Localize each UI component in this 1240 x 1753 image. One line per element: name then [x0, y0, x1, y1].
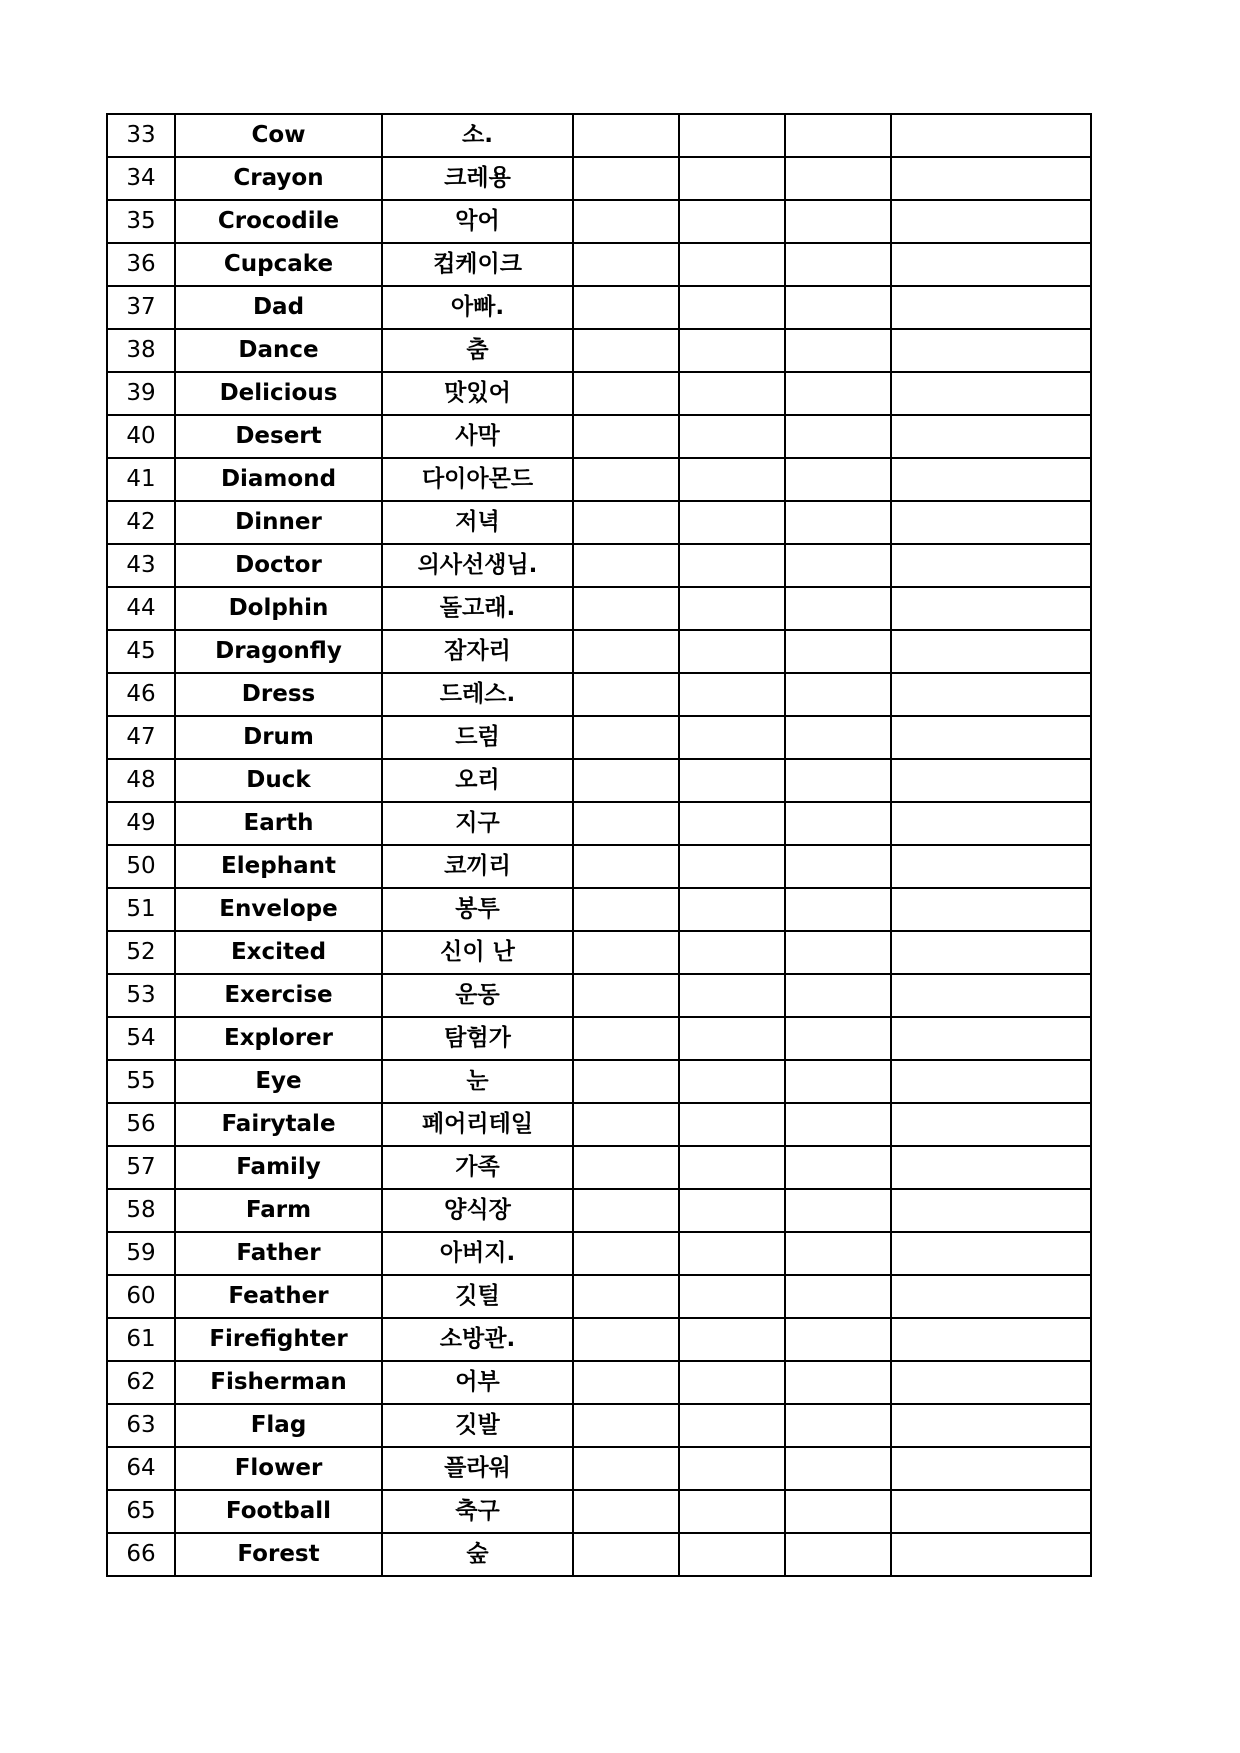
- row-number-cell: 51: [107, 888, 175, 931]
- korean-word-cell: 코끼리: [382, 845, 573, 888]
- blank-cell-2: [679, 1103, 785, 1146]
- english-word-cell: Cupcake: [175, 243, 382, 286]
- korean-word-cell: 드럼: [382, 716, 573, 759]
- korean-word-cell: 플라워: [382, 1447, 573, 1490]
- row-number-cell: 59: [107, 1232, 175, 1275]
- blank-cell-2: [679, 845, 785, 888]
- blank-cell-1: [573, 845, 679, 888]
- blank-cell-4: [891, 286, 1091, 329]
- blank-cell-3: [785, 630, 891, 673]
- blank-cell-2: [679, 200, 785, 243]
- english-word-cell: Duck: [175, 759, 382, 802]
- blank-cell-3: [785, 329, 891, 372]
- blank-cell-2: [679, 458, 785, 501]
- blank-cell-1: [573, 501, 679, 544]
- korean-word-cell: 오리: [382, 759, 573, 802]
- english-word-cell: Excited: [175, 931, 382, 974]
- blank-cell-2: [679, 759, 785, 802]
- english-word-cell: Father: [175, 1232, 382, 1275]
- table-row: [107, 759, 1091, 802]
- blank-cell-2: [679, 1275, 785, 1318]
- english-word-cell: Firefighter: [175, 1318, 382, 1361]
- row-number-cell: 53: [107, 974, 175, 1017]
- table-row: [107, 974, 1091, 1017]
- blank-cell-1: [573, 286, 679, 329]
- english-word-cell: Crocodile: [175, 200, 382, 243]
- korean-word-cell: 컵케이크: [382, 243, 573, 286]
- row-number-cell: 33: [107, 114, 175, 157]
- blank-cell-1: [573, 1060, 679, 1103]
- blank-cell-4: [891, 458, 1091, 501]
- english-word-cell: Dolphin: [175, 587, 382, 630]
- row-number-cell: 61: [107, 1318, 175, 1361]
- table-row: [107, 1146, 1091, 1189]
- english-word-cell: Exercise: [175, 974, 382, 1017]
- row-number-cell: 66: [107, 1533, 175, 1576]
- blank-cell-1: [573, 544, 679, 587]
- table-row: [107, 587, 1091, 630]
- blank-cell-1: [573, 415, 679, 458]
- blank-cell-1: [573, 1275, 679, 1318]
- blank-cell-1: [573, 1017, 679, 1060]
- table-row: [107, 1060, 1091, 1103]
- row-number-cell: 38: [107, 329, 175, 372]
- blank-cell-1: [573, 114, 679, 157]
- korean-word-cell: 맛있어: [382, 372, 573, 415]
- blank-cell-4: [891, 587, 1091, 630]
- english-word-cell: Elephant: [175, 845, 382, 888]
- row-number-cell: 50: [107, 845, 175, 888]
- blank-cell-2: [679, 1404, 785, 1447]
- blank-cell-3: [785, 587, 891, 630]
- korean-word-cell: 저녁: [382, 501, 573, 544]
- blank-cell-3: [785, 1318, 891, 1361]
- blank-cell-2: [679, 931, 785, 974]
- blank-cell-3: [785, 501, 891, 544]
- blank-cell-3: [785, 1361, 891, 1404]
- blank-cell-4: [891, 974, 1091, 1017]
- blank-cell-1: [573, 1232, 679, 1275]
- blank-cell-4: [891, 157, 1091, 200]
- blank-cell-3: [785, 1275, 891, 1318]
- table-row: [107, 1103, 1091, 1146]
- blank-cell-3: [785, 1189, 891, 1232]
- blank-cell-4: [891, 243, 1091, 286]
- blank-cell-2: [679, 1490, 785, 1533]
- korean-word-cell: 어부: [382, 1361, 573, 1404]
- blank-cell-4: [891, 1404, 1091, 1447]
- blank-cell-2: [679, 802, 785, 845]
- blank-cell-4: [891, 1232, 1091, 1275]
- english-word-cell: Farm: [175, 1189, 382, 1232]
- english-word-cell: Dad: [175, 286, 382, 329]
- blank-cell-1: [573, 200, 679, 243]
- blank-cell-2: [679, 974, 785, 1017]
- blank-cell-4: [891, 544, 1091, 587]
- blank-cell-3: [785, 1490, 891, 1533]
- blank-cell-4: [891, 501, 1091, 544]
- table-row: [107, 1017, 1091, 1060]
- korean-word-cell: 깃털: [382, 1275, 573, 1318]
- table-row: [107, 458, 1091, 501]
- english-word-cell: Delicious: [175, 372, 382, 415]
- table-row: [107, 415, 1091, 458]
- blank-cell-4: [891, 673, 1091, 716]
- vocabulary-table: [106, 113, 1092, 1577]
- blank-cell-2: [679, 415, 785, 458]
- blank-cell-4: [891, 1017, 1091, 1060]
- row-number-cell: 56: [107, 1103, 175, 1146]
- row-number-cell: 37: [107, 286, 175, 329]
- table-row: [107, 286, 1091, 329]
- row-number-cell: 55: [107, 1060, 175, 1103]
- blank-cell-3: [785, 544, 891, 587]
- blank-cell-3: [785, 1060, 891, 1103]
- english-word-cell: Flag: [175, 1404, 382, 1447]
- blank-cell-2: [679, 1361, 785, 1404]
- row-number-cell: 58: [107, 1189, 175, 1232]
- blank-cell-1: [573, 716, 679, 759]
- blank-cell-2: [679, 1447, 785, 1490]
- table-row: [107, 372, 1091, 415]
- table-row: [107, 673, 1091, 716]
- row-number-cell: 52: [107, 931, 175, 974]
- row-number-cell: 65: [107, 1490, 175, 1533]
- english-word-cell: Drum: [175, 716, 382, 759]
- english-word-cell: Football: [175, 1490, 382, 1533]
- table-row: [107, 1404, 1091, 1447]
- row-number-cell: 41: [107, 458, 175, 501]
- english-word-cell: Eye: [175, 1060, 382, 1103]
- row-number-cell: 40: [107, 415, 175, 458]
- blank-cell-2: [679, 888, 785, 931]
- blank-cell-4: [891, 1060, 1091, 1103]
- english-word-cell: Explorer: [175, 1017, 382, 1060]
- english-word-cell: Earth: [175, 802, 382, 845]
- row-number-cell: 46: [107, 673, 175, 716]
- blank-cell-3: [785, 759, 891, 802]
- blank-cell-1: [573, 1490, 679, 1533]
- english-word-cell: Dinner: [175, 501, 382, 544]
- english-word-cell: Fairytale: [175, 1103, 382, 1146]
- blank-cell-3: [785, 157, 891, 200]
- korean-word-cell: 눈: [382, 1060, 573, 1103]
- blank-cell-3: [785, 1103, 891, 1146]
- english-word-cell: Feather: [175, 1275, 382, 1318]
- row-number-cell: 44: [107, 587, 175, 630]
- blank-cell-1: [573, 630, 679, 673]
- english-word-cell: Crayon: [175, 157, 382, 200]
- english-word-cell: Family: [175, 1146, 382, 1189]
- blank-cell-4: [891, 931, 1091, 974]
- korean-word-cell: 소방관.: [382, 1318, 573, 1361]
- blank-cell-2: [679, 1146, 785, 1189]
- blank-cell-4: [891, 1103, 1091, 1146]
- row-number-cell: 60: [107, 1275, 175, 1318]
- blank-cell-3: [785, 114, 891, 157]
- blank-cell-2: [679, 243, 785, 286]
- row-number-cell: 64: [107, 1447, 175, 1490]
- blank-cell-4: [891, 888, 1091, 931]
- blank-cell-3: [785, 1232, 891, 1275]
- row-number-cell: 35: [107, 200, 175, 243]
- english-word-cell: Cow: [175, 114, 382, 157]
- english-word-cell: Fisherman: [175, 1361, 382, 1404]
- korean-word-cell: 사막: [382, 415, 573, 458]
- english-word-cell: Forest: [175, 1533, 382, 1576]
- blank-cell-4: [891, 1146, 1091, 1189]
- blank-cell-4: [891, 716, 1091, 759]
- row-number-cell: 39: [107, 372, 175, 415]
- blank-cell-2: [679, 286, 785, 329]
- table-row: [107, 114, 1091, 157]
- blank-cell-4: [891, 372, 1091, 415]
- row-number-cell: 63: [107, 1404, 175, 1447]
- english-word-cell: Envelope: [175, 888, 382, 931]
- korean-word-cell: 탐험가: [382, 1017, 573, 1060]
- blank-cell-1: [573, 673, 679, 716]
- korean-word-cell: 운동: [382, 974, 573, 1017]
- blank-cell-3: [785, 1017, 891, 1060]
- table-row: [107, 1275, 1091, 1318]
- blank-cell-2: [679, 114, 785, 157]
- row-number-cell: 48: [107, 759, 175, 802]
- blank-cell-2: [679, 587, 785, 630]
- blank-cell-4: [891, 1275, 1091, 1318]
- english-word-cell: Dragonfly: [175, 630, 382, 673]
- blank-cell-3: [785, 1146, 891, 1189]
- blank-cell-2: [679, 329, 785, 372]
- english-word-cell: Doctor: [175, 544, 382, 587]
- table-row: [107, 200, 1091, 243]
- blank-cell-4: [891, 845, 1091, 888]
- blank-cell-3: [785, 1447, 891, 1490]
- table-row: [107, 329, 1091, 372]
- blank-cell-1: [573, 329, 679, 372]
- blank-cell-4: [891, 759, 1091, 802]
- blank-cell-2: [679, 157, 785, 200]
- blank-cell-1: [573, 1103, 679, 1146]
- korean-word-cell: 숲: [382, 1533, 573, 1576]
- blank-cell-1: [573, 587, 679, 630]
- korean-word-cell: 잠자리: [382, 630, 573, 673]
- blank-cell-3: [785, 372, 891, 415]
- table-row: [107, 716, 1091, 759]
- blank-cell-3: [785, 200, 891, 243]
- blank-cell-3: [785, 716, 891, 759]
- table-row: [107, 501, 1091, 544]
- korean-word-cell: 축구: [382, 1490, 573, 1533]
- blank-cell-2: [679, 673, 785, 716]
- blank-cell-2: [679, 501, 785, 544]
- korean-word-cell: 드레스.: [382, 673, 573, 716]
- blank-cell-4: [891, 1447, 1091, 1490]
- korean-word-cell: 의사선생님.: [382, 544, 573, 587]
- blank-cell-1: [573, 1146, 679, 1189]
- row-number-cell: 42: [107, 501, 175, 544]
- blank-cell-4: [891, 1189, 1091, 1232]
- row-number-cell: 54: [107, 1017, 175, 1060]
- blank-cell-2: [679, 630, 785, 673]
- table-row: [107, 802, 1091, 845]
- row-number-cell: 62: [107, 1361, 175, 1404]
- table-row: [107, 845, 1091, 888]
- blank-cell-1: [573, 1361, 679, 1404]
- blank-cell-1: [573, 458, 679, 501]
- english-word-cell: Dress: [175, 673, 382, 716]
- blank-cell-4: [891, 802, 1091, 845]
- blank-cell-3: [785, 415, 891, 458]
- table-row: [107, 1533, 1091, 1576]
- row-number-cell: 34: [107, 157, 175, 200]
- blank-cell-3: [785, 458, 891, 501]
- blank-cell-1: [573, 1447, 679, 1490]
- korean-word-cell: 아버지.: [382, 1232, 573, 1275]
- blank-cell-4: [891, 329, 1091, 372]
- blank-cell-2: [679, 372, 785, 415]
- blank-cell-4: [891, 1361, 1091, 1404]
- row-number-cell: 36: [107, 243, 175, 286]
- korean-word-cell: 가족: [382, 1146, 573, 1189]
- blank-cell-4: [891, 1490, 1091, 1533]
- row-number-cell: 57: [107, 1146, 175, 1189]
- table-row: [107, 888, 1091, 931]
- english-word-cell: Dance: [175, 329, 382, 372]
- blank-cell-3: [785, 845, 891, 888]
- blank-cell-3: [785, 286, 891, 329]
- blank-cell-3: [785, 974, 891, 1017]
- blank-cell-3: [785, 802, 891, 845]
- row-number-cell: 45: [107, 630, 175, 673]
- english-word-cell: Diamond: [175, 458, 382, 501]
- blank-cell-2: [679, 1232, 785, 1275]
- blank-cell-1: [573, 372, 679, 415]
- blank-cell-4: [891, 114, 1091, 157]
- vocabulary-table-body: [107, 114, 1091, 1576]
- korean-word-cell: 크레용: [382, 157, 573, 200]
- row-number-cell: 49: [107, 802, 175, 845]
- table-row: [107, 157, 1091, 200]
- table-row: [107, 630, 1091, 673]
- korean-word-cell: 춤: [382, 329, 573, 372]
- blank-cell-3: [785, 888, 891, 931]
- korean-word-cell: 소.: [382, 114, 573, 157]
- korean-word-cell: 악어: [382, 200, 573, 243]
- blank-cell-1: [573, 243, 679, 286]
- korean-word-cell: 페어리테일: [382, 1103, 573, 1146]
- table-row: [107, 1318, 1091, 1361]
- english-word-cell: Desert: [175, 415, 382, 458]
- blank-cell-1: [573, 802, 679, 845]
- row-number-cell: 47: [107, 716, 175, 759]
- blank-cell-4: [891, 1533, 1091, 1576]
- blank-cell-1: [573, 1533, 679, 1576]
- korean-word-cell: 봉투: [382, 888, 573, 931]
- table-row: [107, 544, 1091, 587]
- blank-cell-3: [785, 1533, 891, 1576]
- korean-word-cell: 신이 난: [382, 931, 573, 974]
- row-number-cell: 43: [107, 544, 175, 587]
- korean-word-cell: 돌고래.: [382, 587, 573, 630]
- blank-cell-2: [679, 716, 785, 759]
- table-row: [107, 1232, 1091, 1275]
- blank-cell-1: [573, 1189, 679, 1232]
- korean-word-cell: 아빠.: [382, 286, 573, 329]
- korean-word-cell: 양식장: [382, 1189, 573, 1232]
- blank-cell-1: [573, 974, 679, 1017]
- table-row: [107, 1189, 1091, 1232]
- blank-cell-1: [573, 759, 679, 802]
- blank-cell-1: [573, 888, 679, 931]
- blank-cell-1: [573, 931, 679, 974]
- korean-word-cell: 깃발: [382, 1404, 573, 1447]
- blank-cell-1: [573, 1318, 679, 1361]
- korean-word-cell: 다이아몬드: [382, 458, 573, 501]
- blank-cell-4: [891, 1318, 1091, 1361]
- blank-cell-1: [573, 1404, 679, 1447]
- blank-cell-3: [785, 931, 891, 974]
- blank-cell-3: [785, 1404, 891, 1447]
- blank-cell-1: [573, 157, 679, 200]
- blank-cell-2: [679, 1318, 785, 1361]
- blank-cell-2: [679, 1533, 785, 1576]
- blank-cell-2: [679, 1060, 785, 1103]
- table-row: [107, 1447, 1091, 1490]
- english-word-cell: Flower: [175, 1447, 382, 1490]
- blank-cell-2: [679, 1189, 785, 1232]
- table-row: [107, 1490, 1091, 1533]
- blank-cell-4: [891, 200, 1091, 243]
- table-row: [107, 931, 1091, 974]
- korean-word-cell: 지구: [382, 802, 573, 845]
- blank-cell-3: [785, 673, 891, 716]
- table-row: [107, 243, 1091, 286]
- table-row: [107, 1361, 1091, 1404]
- blank-cell-2: [679, 1017, 785, 1060]
- blank-cell-2: [679, 544, 785, 587]
- blank-cell-4: [891, 630, 1091, 673]
- blank-cell-3: [785, 243, 891, 286]
- blank-cell-4: [891, 415, 1091, 458]
